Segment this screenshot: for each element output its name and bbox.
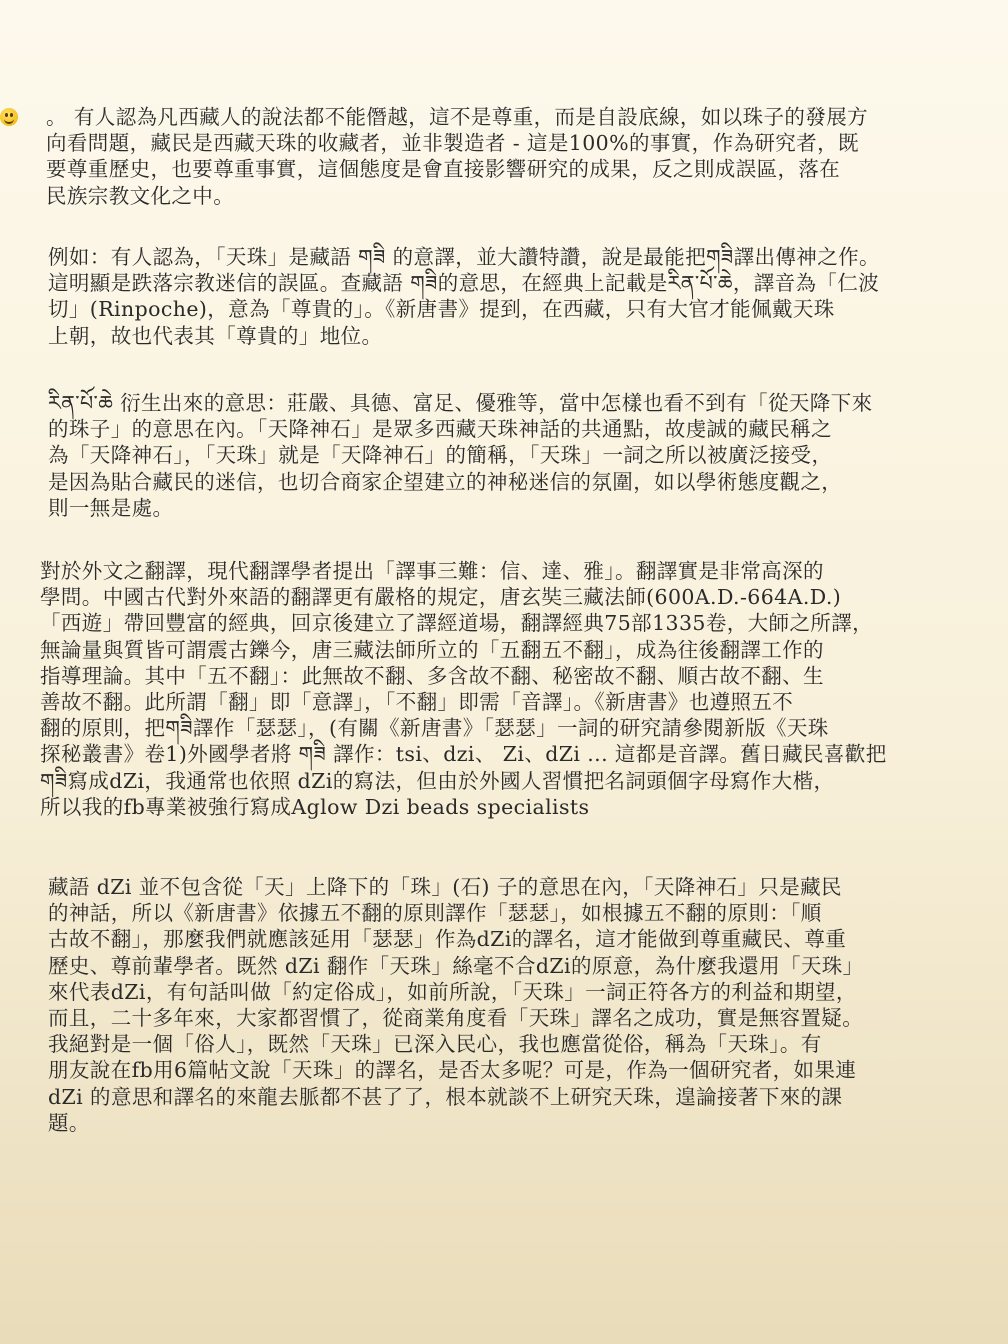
text-line: 我絕對是一個「俗人」，既然「天珠」已深入民心，我也應當從俗，稱為「天珠」。有	[48, 1032, 822, 1057]
text-line: 的珠子」的意思在內。「天降神石」是眾多西藏天珠神話的共通點，故虔誠的藏民稱之	[48, 417, 832, 442]
text-line: 為「天降神石」，「天珠」就是「天降神石」的簡稱，「天珠」一詞之所以被廣泛接受，	[48, 443, 833, 468]
text-line: 古故不翻」，那麼我們就應該延用「瑟瑟」作為dZi的譯名，這才能做到尊重藏民、尊重	[48, 927, 847, 952]
text-line: 這明顯是跌落宗教迷信的誤區。查藏語 གཟི的意思，在經典上記載是རིན་པོ་ཆེ，譯音為「仁波	[48, 271, 880, 296]
text-line: 朋友說在fb用6篇帖文說「天珠」的譯名，是否太多呢？可是，作為一個研究者，如果連	[48, 1058, 857, 1083]
text-line: 指導理論。其中「五不翻」：此無故不翻、多含故不翻、秘密故不翻、順古故不翻、生	[40, 663, 824, 688]
text-line: 的神話，所以《新唐書》依據五不翻的原則譯作「瑟瑟」，如根據五不翻的原則：「順	[48, 901, 822, 926]
text-line: 。 有人認為凡西藏人的說法都不能僭越，這不是尊重，而是自設底線，如以珠子的發展方	[46, 105, 869, 129]
text-line: 要尊重歷史，也要尊重事實，這個態度是會直接影響研究的成果，反之則成誤區，落在	[46, 157, 841, 182]
text-line: 則一無是處。	[48, 495, 174, 520]
text-line: 學問。中國古代對外來語的翻譯更有嚴格的規定，唐玄奘三藏法師(600A.D.-664A.D.)	[40, 585, 842, 610]
smiley-emoji-icon	[0, 108, 18, 126]
text-line: 來代表dZi，有句話叫做「約定俗成」，如前所說，「天珠」一詞正符各方的利益和期望，	[48, 979, 857, 1004]
text-line: dZi 的意思和譯名的來龍去脈都不甚了了，根本就談不上研究天珠，遑論接著下來的課	[48, 1084, 843, 1109]
text-line: 無論量與質皆可謂震古鑠今，唐三藏法師所立的「五翻五不翻」，成為往後翻譯工作的	[40, 637, 824, 662]
text-line: 所以我的fb專業被強行寫成Aglow Dzi beads specialists	[40, 794, 590, 819]
text-line: 「西遊」帶回豐富的經典，回京後建立了譯經道場，翻譯經典75部1335卷，大師之所譯，	[40, 611, 874, 636]
text-line: 善故不翻。此所謂「翻」即「意譯」，「不翻」即需「音譯」。《新唐書》也遵照五不	[40, 690, 794, 714]
text-line: གཟི寫成dZi，我通常也依照 dZi的寫法，但由於外國人習慣把名詞頭個字母寫作大楷，	[40, 768, 835, 793]
text-line: 上朝，故也代表其「尊貴的」地位。	[48, 323, 383, 348]
text-line: 對於外文之翻譯，現代翻譯學者提出「譯事三難：信、達、雅」。翻譯實是非常高深的	[40, 559, 824, 583]
text-line: 題。	[48, 1110, 90, 1135]
text-line: 切」(Rinpoche)，意為「尊貴的」。《新唐書》提到，在西藏，只有大官才能佩戴天珠	[48, 297, 835, 322]
text-line: 是因為貼合藏民的迷信，也切合商家企望建立的神秘迷信的氛圍，如以學術態度觀之，	[48, 469, 843, 494]
text-line: 翻的原則，把གཟི譯作「瑟瑟」，(有關《新唐書》「瑟瑟」一詞的研究請參閱新版《天珠	[40, 716, 829, 741]
text-line: 而且，二十多年來，大家都習慣了，從商業角度看「天珠」譯名之成功，實是無容置疑。	[48, 1006, 864, 1030]
text-line: 民族宗教文化之中。	[46, 183, 235, 208]
text-line: 探秘叢書》卷1)外國學者將 གཟི 譯作：tsi、dzi、 Zi、dZi ... 這都是音譯。舊日藏民喜歡把	[40, 742, 887, 767]
text-line: 歷史、尊前輩學者。既然 dZi 翻作「天珠」絲毫不合dZi的原意，為什麼我還用「天珠」	[48, 953, 864, 978]
text-line: རིན་པོ་ཆེ 衍生出來的意思：莊嚴、具德、富足、優雅等，當中怎樣也看不到有「從天降下來	[48, 391, 873, 415]
text-line: 例如：有人認為，「天珠」是藏語 གཟི 的意譯，並大讚特讚，說是最能把གཟི譯出傳神之作。	[48, 245, 880, 269]
text-line: 向看問題，藏民是西藏天珠的收藏者，並非製造者 - 這是100%的事實，作為研究者，既	[46, 131, 859, 156]
text-line: 藏語 dZi 並不包含從「天」上降下的「珠」(石) 子的意思在內，「天降神石」只是藏民	[48, 875, 842, 899]
